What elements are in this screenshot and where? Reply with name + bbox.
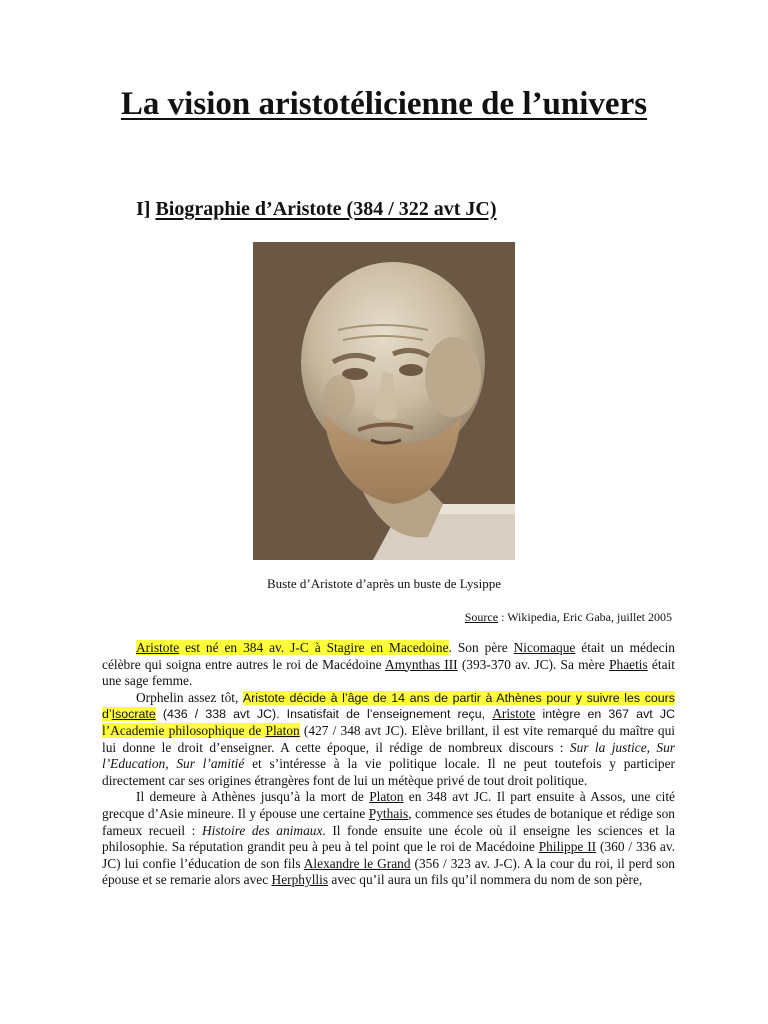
text: intègre en 367 avt JC [535,707,675,722]
link-aristote[interactable]: Aristote [136,640,180,655]
source-text: : Wikipedia, Eric Gaba, juillet 2005 [498,610,672,624]
biography-body [102,640,675,889]
text: et s’intéresse à la vie politique locale. Il ne peut toutefois y participer directement car ses origines étrangères font de lui un métèque privé de tout droit politique. [102,756,675,788]
link-herphyllis[interactable]: Herphyllis [271,872,329,888]
text: Orphelin assez tôt, [136,689,243,705]
section-heading [136,198,497,221]
link-philippe[interactable]: Philippe II [538,839,597,855]
text: avec qu’il aura un fils qu’il nommera du nom de son père, [328,872,643,888]
book-title: Histoire des animaux [201,822,323,838]
link-amynthas[interactable]: Amynthas III [385,656,458,672]
text: (436 / 338 avt JC). Insatisfait de l’enseignement reçu, [155,707,493,722]
link-phaetis[interactable]: Phaetis [609,656,648,672]
text: (360 / 336 av. JC) lui confie l’éducation de son fils [102,839,676,871]
section-title: Biographie d’Aristote (384 / 322 avt JC) [155,198,497,220]
text: Son père [451,640,514,655]
highlight-academie [102,723,300,738]
text: était un médecin célèbre qui soigna entre autres le roi de Macédoine [102,640,675,672]
text: , commence ses études de botanique et rédige son fameux recueil : [102,805,675,838]
image-source [465,610,672,625]
paragraph-2 [102,690,675,790]
source-label: Source [464,610,499,624]
link-pythais[interactable]: Pythais [368,805,409,821]
text: (427 / 348 avt JC). Elève brillant, il est vite remarqué du maître qui lui donne le droit d’enseigner. A cette époque, il rédige de nombreux discours : [102,722,676,755]
link-platon[interactable]: Platon [265,722,300,738]
link-nicomaque[interactable]: Nicomaque [513,640,576,655]
works-list: Sur la justice, Sur l’Education, Sur l’amitié [102,739,675,772]
text: était une sage femme. [102,656,675,689]
link-aristote-2[interactable]: Aristote [492,706,536,722]
text: l’Academie philosophique de [102,722,266,738]
aristotle-bust-image [253,242,515,560]
section-number: I] [136,198,151,220]
highlight-birth [136,640,449,655]
link-platon-2[interactable]: Platon [369,789,404,805]
text: (356 / 323 av. J-C). A la cour du roi, il perd son épouse et se remarie alors avec [102,855,675,888]
text: . Il fonde ensuite une école où il enseigne les sciences et la philosophie. Sa réputation grandit peu à peu à tel point que le roi de Macédoine [102,822,676,855]
text: est né en 384 av. J-C à Stagire en Macedoine [179,640,449,655]
text: (393-370 av. JC). Sa mère [457,656,610,672]
paragraph-1 [102,640,675,690]
text: . [448,640,452,655]
paragraph-3 [102,789,675,889]
text: Aristote décide à l’âge de 14 ans de partir à Athènes pour y suivre les cours d’ [102,690,675,722]
text: en 348 avt JC. Il part ensuite à Assos, une cité grecque d’Asie mineure. Il y épouse une certaine [102,789,675,821]
image-caption: Buste d’Aristote d’après un buste de Lysippe [267,576,501,591]
link-isocrate[interactable]: Isocrate [111,707,156,722]
text: Il demeure à Athènes jusqu’à la mort de [136,789,370,805]
link-alexandre[interactable]: Alexandre le Grand [303,855,411,871]
document-title: La vision aristotélicienne de l’univers [120,86,648,122]
